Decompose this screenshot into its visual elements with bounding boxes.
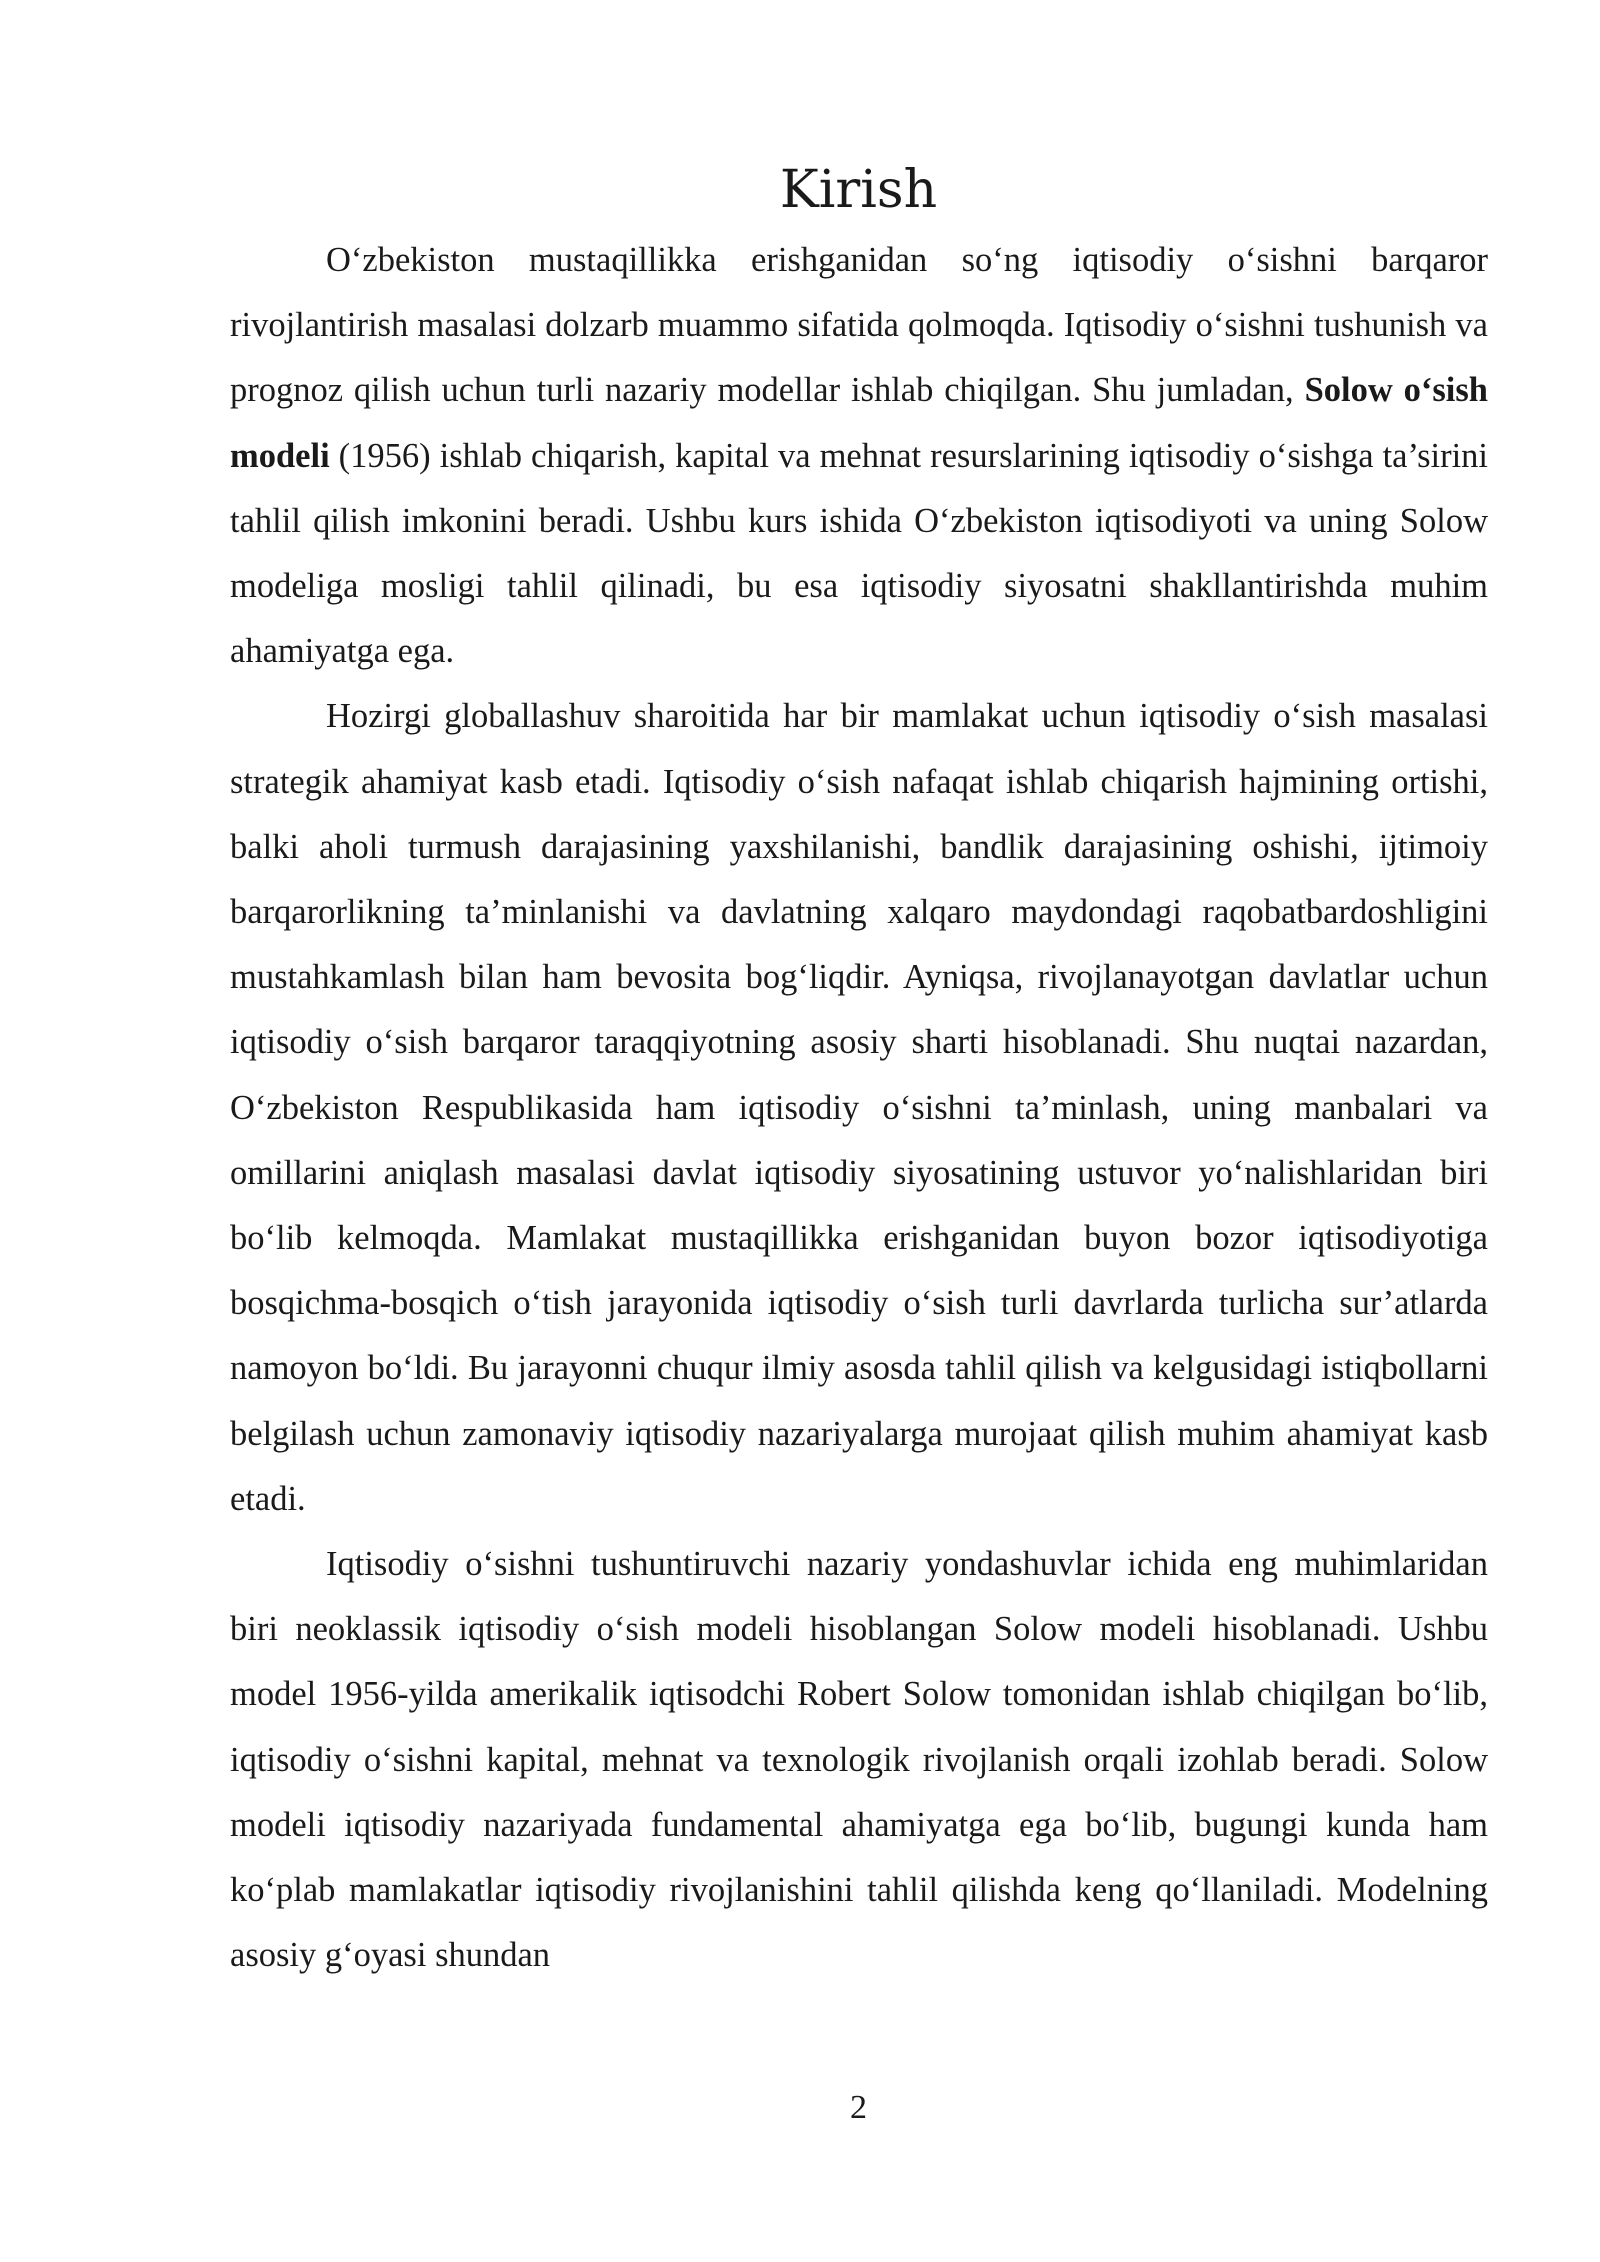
- page-number: 2: [850, 2089, 867, 2126]
- paragraph-1-text-end: (1956) ishlab chiqarish, kapital va mehnat resurslarining iqtisodiy o‘sishga ta’sirini tahlil qilish imkonini beradi. Ushbu kurs ishida O‘zbekiston iqtisodiyoti va uning Solow modeliga mosligi tahlil qilinadi, bu esa iqtisodiy siyosatni shakllantirishda muhim ahamiyatga ega.: [230, 436, 1488, 671]
- body-text: [230, 228, 1488, 1988]
- paragraph-1-text-start: O‘zbekiston mustaqillikka erishganidan so‘ng iqtisodiy o‘sishni barqaror rivojlantirish masalasi dolzarb muammo sifatida qolmoqda. Iqtisodiy o‘sishni tushunish va prognoz qilish uchun turli nazariy modellar ishlab chiqilgan. Shu jumladan,: [230, 241, 1488, 410]
- paragraph-1-bold-term: Solow o‘sish modeli: [230, 371, 1488, 475]
- page-title: Kirish: [779, 160, 938, 220]
- paragraph-3: Iqtisodiy o‘sishni tushuntiruvchi nazariy yondashuvlar ichida eng muhimlaridan biri neoklassik iqtisodiy o‘sish modeli hisoblangan Solow modeli hisoblanadi. Ushbu model 1956-yilda amerikalik iqtisodchi Robert Solow tomonidan ishlab chiqilgan bo‘lib, iqtisodiy o‘sishni kapital, mehnat va texnologik rivojlanish orqali izohlab beradi. Solow modeli iqtisodiy nazariyada fundamental ahamiyatga ega bo‘lib, bugungi kunda ham ko‘plab mamlakatlar iqtisodiy rivojlanishini tahlil qilishda keng qo‘llaniladi. Modelning asosiy g‘oyasi shundan: [230, 1545, 1488, 1975]
- paragraph-1: [230, 228, 1488, 684]
- paragraph-2: Hozirgi globallashuv sharoitida har bir mamlakat uchun iqtisodiy o‘sish masalasi strategik ahamiyat kasb etadi. Iqtisodiy o‘sish nafaqat ishlab chiqarish hajmining ortishi, balki aholi turmush darajasining yaxshilanishi, bandlik darajasining oshishi, ijtimoiy barqarorlikning ta’minlanishi va davlatning xalqaro maydondagi raqobatbardoshligini mustahkamlash bilan ham bevosita bog‘liqdir. Ayniqsa, rivojlanayotgan davlatlar uchun iqtisodiy o‘sish barqaror taraqqiyotning asosiy sharti hisoblanadi. Shu nuqtai nazardan, O‘zbekiston Respublikasida ham iqtisodiy o‘sishni ta’minlash, uning manbalari va omillarini aniqlash masalasi davlat iqtisodiy siyosatining ustuvor yo‘nalishlaridan biri bo‘lib kelmoqda. Mamlakat mustaqillikka erishganidan buyon bozor iqtisodiyotiga bosqichma-bosqich o‘tish jarayonida iqtisodiy o‘sish turli davrlarda turlicha sur’atlarda namoyon bo‘ldi. Bu jarayonni chuqur ilmiy asosda tahlil qilish va kelgusidagi istiqbollarni belgilash uchun zamonaviy iqtisodiy nazariyalarga murojaat qilish muhim ahamiyat kasb etadi.: [230, 697, 1488, 1518]
